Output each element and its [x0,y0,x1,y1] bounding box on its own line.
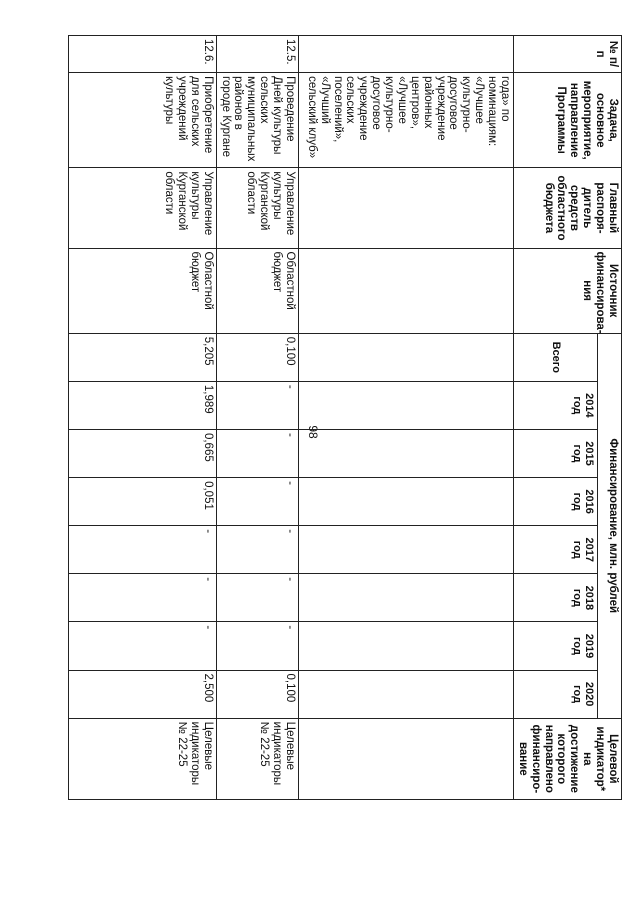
cell-total [299,333,514,381]
cell-2020: 2,500 [69,670,217,718]
cell-2018 [299,574,514,622]
table-row [299,36,514,800]
cell-2014 [299,381,514,429]
cell-distributor: Управление культуры Курганской области [216,168,298,248]
page-number: 98 [306,425,320,439]
cell-num: 12.5. [216,36,298,73]
header-total: Всего [514,333,598,381]
header-year-2019: 2019 год [514,622,598,670]
cell-task: Приобретение для сельских учреждений культуры [69,73,217,168]
rotated-table-container [86,35,622,800]
cell-2017: - [216,526,298,574]
cell-2016: 0,051 [69,478,217,526]
cell-2020: 0,100 [216,670,298,718]
cell-2017 [299,526,514,574]
cell-2016: - [216,478,298,526]
cell-indicator [299,718,514,799]
header-year-2020: 2020 год [514,670,598,718]
header-source: Источник финансирова-ния [514,248,622,333]
cell-2019: - [216,622,298,670]
cell-2016 [299,478,514,526]
cell-task: года» по номинациям: «Лучшее культурно-досуговое учреждение районных центров», «Лучшее культурно-досуговое учреждение сельских поселений», «Лучший сельский клуб» [299,73,514,168]
cell-2014: 1,989 [69,381,217,429]
cell-distributor: Управление культуры Курганской области [69,168,217,248]
cell-distributor [299,168,514,248]
header-year-2018: 2018 год [514,574,598,622]
header-distributor: Главный распоря-дитель средств областного бюджета [514,168,622,248]
cell-2017: - [69,526,217,574]
cell-2018: - [69,574,217,622]
cell-2019 [299,622,514,670]
header-row-1 [598,36,622,800]
cell-num: 12.6. [69,36,217,73]
header-num: № п/п [514,36,622,73]
cell-indicator: Целевые индикаторы № 22-25 [216,718,298,799]
header-indicator: Целевой индикатор* на достижение которого направлено финансиро-вание [514,718,622,799]
cell-indicator: Целевые индикаторы № 22-25 [69,718,217,799]
header-year-2014: 2014 год [514,381,598,429]
cell-source [299,248,514,333]
cell-source: Областной бюджет [216,248,298,333]
cell-source: Областной бюджет [69,248,217,333]
header-financing: Финансирование, млн. рублей [598,333,622,718]
header-task: Задача, основное мероприятие, направление Программы [514,73,622,168]
cell-2019: - [69,622,217,670]
cell-2015: 0,665 [69,429,217,477]
cell-2015 [299,429,514,477]
cell-2018: - [216,574,298,622]
cell-task: Проведение Дней культуры сельских муниципальных районов в городе Кургане [216,73,298,168]
cell-num [299,36,514,73]
cell-total: 5,205 [69,333,217,381]
header-year-2016: 2016 год [514,478,598,526]
table-row [69,36,217,800]
cell-2020 [299,670,514,718]
cell-2014: - [216,381,298,429]
cell-2015: - [216,429,298,477]
table-row [216,36,298,800]
header-year-2015: 2015 год [514,429,598,477]
financing-table [68,35,622,800]
cell-total: 0,100 [216,333,298,381]
header-year-2017: 2017 год [514,526,598,574]
